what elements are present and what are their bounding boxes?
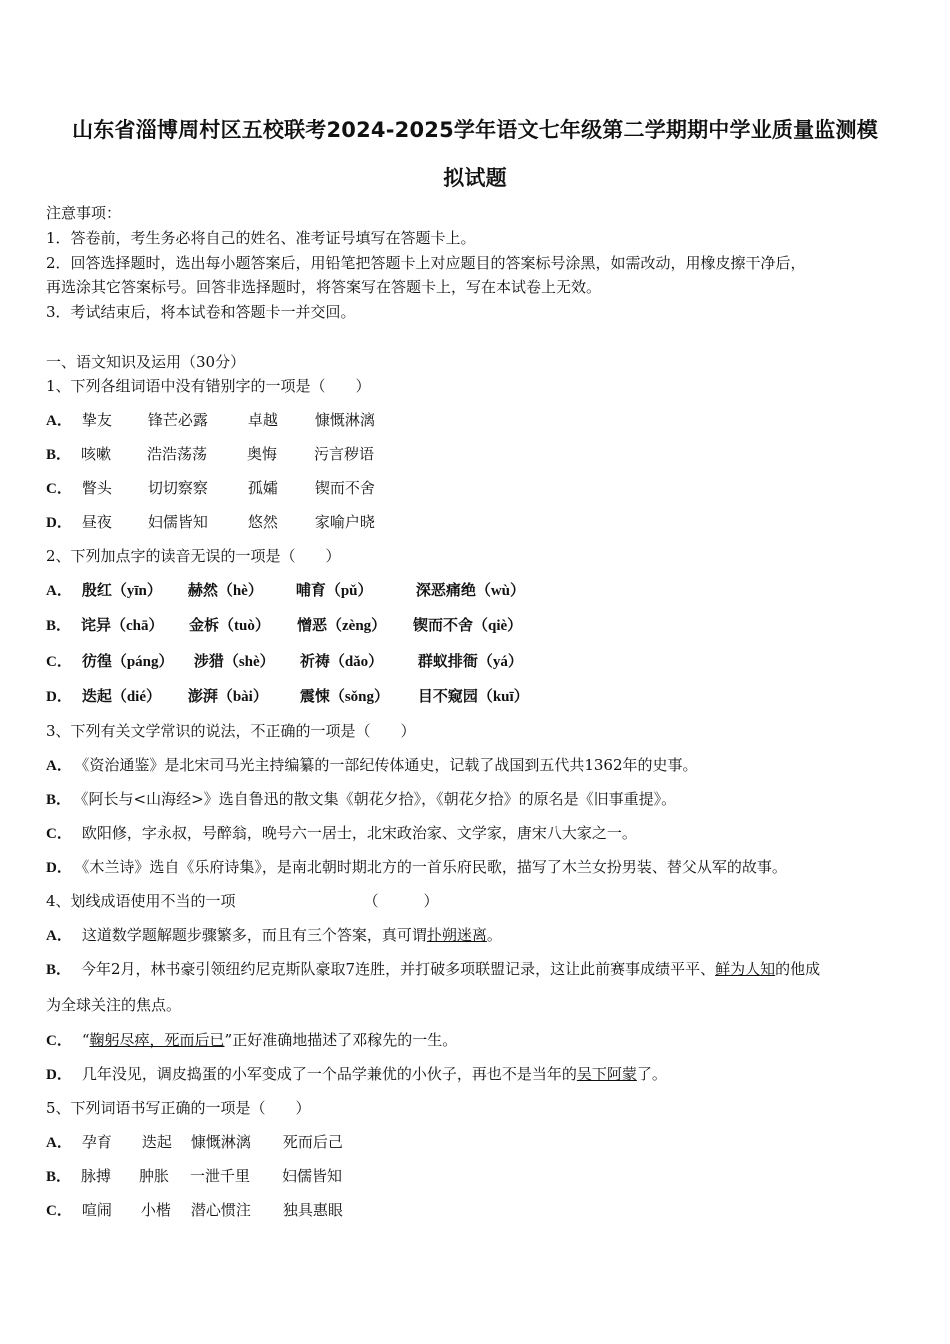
option-key: B． [46, 1169, 72, 1185]
option-key: A． [46, 583, 72, 599]
option-word: 脉搏 [81, 1167, 112, 1185]
question-2-option-d [46, 686, 529, 707]
underlined-idiom: 吴下阿蒙 [576, 1065, 637, 1083]
option-text-end: 了。 [636, 1065, 667, 1083]
option-word: 孤孀 [247, 479, 278, 497]
option-word: 一泄千里 [190, 1167, 251, 1185]
question-3-option-d [46, 857, 787, 878]
option-word: 肿胀 [139, 1167, 170, 1185]
option-word: 污言秽语 [314, 445, 375, 463]
option-word: 震悚（sǒng） [299, 689, 390, 705]
option-word: 浩浩荡荡 [147, 445, 208, 463]
option-word: 迭起 [141, 1133, 172, 1151]
answer-paren: （ ） [363, 892, 439, 910]
option-word: 祈祷（dǎo） [299, 654, 384, 670]
option-word: 金柝（tuò） [189, 618, 270, 634]
option-word: 挚友 [81, 411, 112, 429]
question-2-option-a [46, 580, 525, 601]
option-text: 几年没见，调皮捣蛋的小军变成了一个品学兼优的小伙子，再也不是当年的 [81, 1065, 577, 1083]
question-4-option-d [46, 1064, 667, 1085]
question-4-option-b [46, 959, 820, 980]
notice-heading: 注意事项： [46, 204, 122, 222]
option-word: 殷红（yīn） [81, 583, 162, 599]
option-key: C． [46, 654, 72, 670]
option-key: C． [46, 481, 72, 497]
question-5-option-a [46, 1132, 343, 1153]
option-word: 卓越 [247, 411, 278, 429]
option-key: A． [46, 928, 72, 944]
option-word: 喧闹 [81, 1201, 112, 1219]
option-text: 今年2月，林书豪引领纽约尼克斯队豪取7连胜，并打破多项联盟记录，这让此前赛事成绩平平、 [81, 960, 716, 978]
option-text: 《资治通鉴》是北宋司马光主持编纂的一部纪传体通史，记载了战国到五代共1362年的史事。 [81, 756, 698, 774]
option-key: D． [46, 1067, 72, 1083]
option-word: 哺育（pǔ） [295, 583, 373, 599]
option-word: 家喻户晓 [314, 513, 375, 531]
option-word: 目不窥园（kuī） [417, 689, 529, 705]
question-4-stem [46, 891, 439, 911]
option-key: B． [46, 962, 72, 978]
option-word: 锋芒必露 [147, 411, 208, 429]
question-1-option-d [46, 512, 375, 533]
option-key: A． [46, 1135, 72, 1151]
option-word: 妇儒皆知 [147, 513, 208, 531]
underlined-idiom: 扑朔迷离 [426, 926, 487, 944]
option-word: 小楷 [140, 1201, 171, 1219]
underlined-idiom: 鞠躬尽瘁，死而后已 [89, 1031, 225, 1049]
option-text-end: ”正好准确地描述了邓稼先的一生。 [224, 1031, 458, 1049]
option-word: 咳嗽 [81, 445, 112, 463]
option-text-end: 的他成 [775, 960, 821, 978]
option-word: 诧异（chā） [81, 618, 164, 634]
question-5-stem: 5、下列词语书写正确的一项是（ ） [46, 1099, 311, 1117]
option-text: “ [81, 1031, 90, 1049]
option-word: 死而后己 [282, 1133, 343, 1151]
option-word: 彷徨（páng） [81, 654, 174, 670]
exam-title-line-1: 山东省淄博周村区五校联考2024-2025学年语文七年级第二学期期中学业质量监测模 [72, 118, 878, 142]
option-key: A． [46, 413, 72, 429]
option-word: 澎湃（bài） [187, 689, 268, 705]
underlined-idiom: 鲜为人知 [715, 960, 776, 978]
question-5-option-c [46, 1200, 343, 1221]
question-2-option-b [46, 615, 522, 636]
question-3-option-c [46, 823, 637, 844]
option-word: 锲而不舍 [314, 479, 375, 497]
option-word: 涉猎（shè） [193, 654, 275, 670]
option-text: 这道数学题解题步骤繁多，而且有三个答案，真可谓 [81, 926, 427, 944]
question-4-option-a [46, 925, 502, 946]
option-word: 昼夜 [81, 513, 112, 531]
question-3-stem: 3、下列有关文学常识的说法，不正确的一项是（ ） [46, 722, 416, 740]
question-1-stem: 1、下列各组词语中没有错别字的一项是（ ） [46, 377, 371, 395]
option-word: 妇儒皆知 [282, 1167, 343, 1185]
question-4-option-c [46, 1030, 457, 1051]
section-heading: 一、语文知识及运用（30分） [46, 353, 246, 371]
option-word: 赫然（hè） [187, 583, 263, 599]
option-key: B． [46, 447, 72, 463]
option-text: 《木兰诗》选自《乐府诗集》，是南北朝时期北方的一首乐府民歌，描写了木兰女扮男装、替父从军的故事。 [81, 858, 787, 876]
option-word: 锲而不舍（qiè） [413, 618, 523, 634]
option-word: 潜心惯注 [190, 1201, 251, 1219]
option-word: 孕育 [81, 1133, 112, 1151]
option-word: 迭起（dié） [81, 689, 162, 705]
question-2-option-c [46, 651, 523, 672]
option-word: 独具惠眼 [282, 1201, 343, 1219]
question-1-option-c [46, 478, 375, 499]
option-word: 奥悔 [247, 445, 278, 463]
question-1-option-a [46, 410, 375, 431]
option-word: 深恶痛绝（wù） [415, 583, 526, 599]
option-key: D． [46, 860, 72, 876]
option-key: D． [46, 689, 72, 705]
option-key: C． [46, 1033, 72, 1049]
option-key: D． [46, 515, 72, 531]
question-5-option-b [46, 1166, 342, 1187]
option-word: 慷慨淋漓 [190, 1133, 251, 1151]
question-3-option-b [46, 789, 676, 810]
option-text: 《阿长与<山海经>》选自鲁迅的散文集《朝花夕拾》，《朝花夕拾》的原名是《旧事重提》。 [81, 790, 677, 808]
option-key: C． [46, 826, 72, 842]
question-3-option-a [46, 755, 698, 776]
option-text-end: 。 [486, 926, 502, 944]
notice-item-2-cont: 再选涂其它答案标号。回答非选择题时，将答案写在答题卡上，写在本试卷上无效。 [46, 278, 602, 296]
option-word: 慷慨淋漓 [314, 411, 375, 429]
question-1-option-b [46, 444, 374, 465]
notice-item-3: 3．考试结束后，将本试卷和答题卡一并交回。 [46, 303, 356, 321]
notice-item-1: 1．答卷前，考生务必将自己的姓名、准考证号填写在答题卡上。 [46, 229, 476, 247]
exam-title-line-2: 拟试题 [443, 166, 507, 190]
option-key: B． [46, 792, 72, 808]
question-4-text: 4、划线成语使用不当的一项 [46, 892, 236, 910]
option-key: C． [46, 1203, 72, 1219]
option-word: 悠然 [247, 513, 278, 531]
question-4-option-b-cont: 为全球关注的焦点。 [46, 996, 182, 1014]
option-word: 憎恶（zèng） [297, 618, 387, 634]
option-word: 瞥头 [81, 479, 112, 497]
question-2-stem: 2、下列加点字的读音无误的一项是（ ） [46, 547, 341, 565]
option-word: 群蚁排衙（yá） [417, 654, 523, 670]
notice-item-2: 2．回答选择题时，选出每小题答案后，用铅笔把答题卡上对应题目的答案标号涂黑，如需改动，用橡皮擦干净后， [46, 254, 806, 272]
option-word: 切切察察 [147, 479, 208, 497]
option-key: A． [46, 758, 72, 774]
option-key: B． [46, 618, 72, 634]
option-text: 欧阳修，字永叔，号醉翁，晚号六一居士，北宋政治家、文学家，唐宋八大家之一。 [81, 824, 637, 842]
